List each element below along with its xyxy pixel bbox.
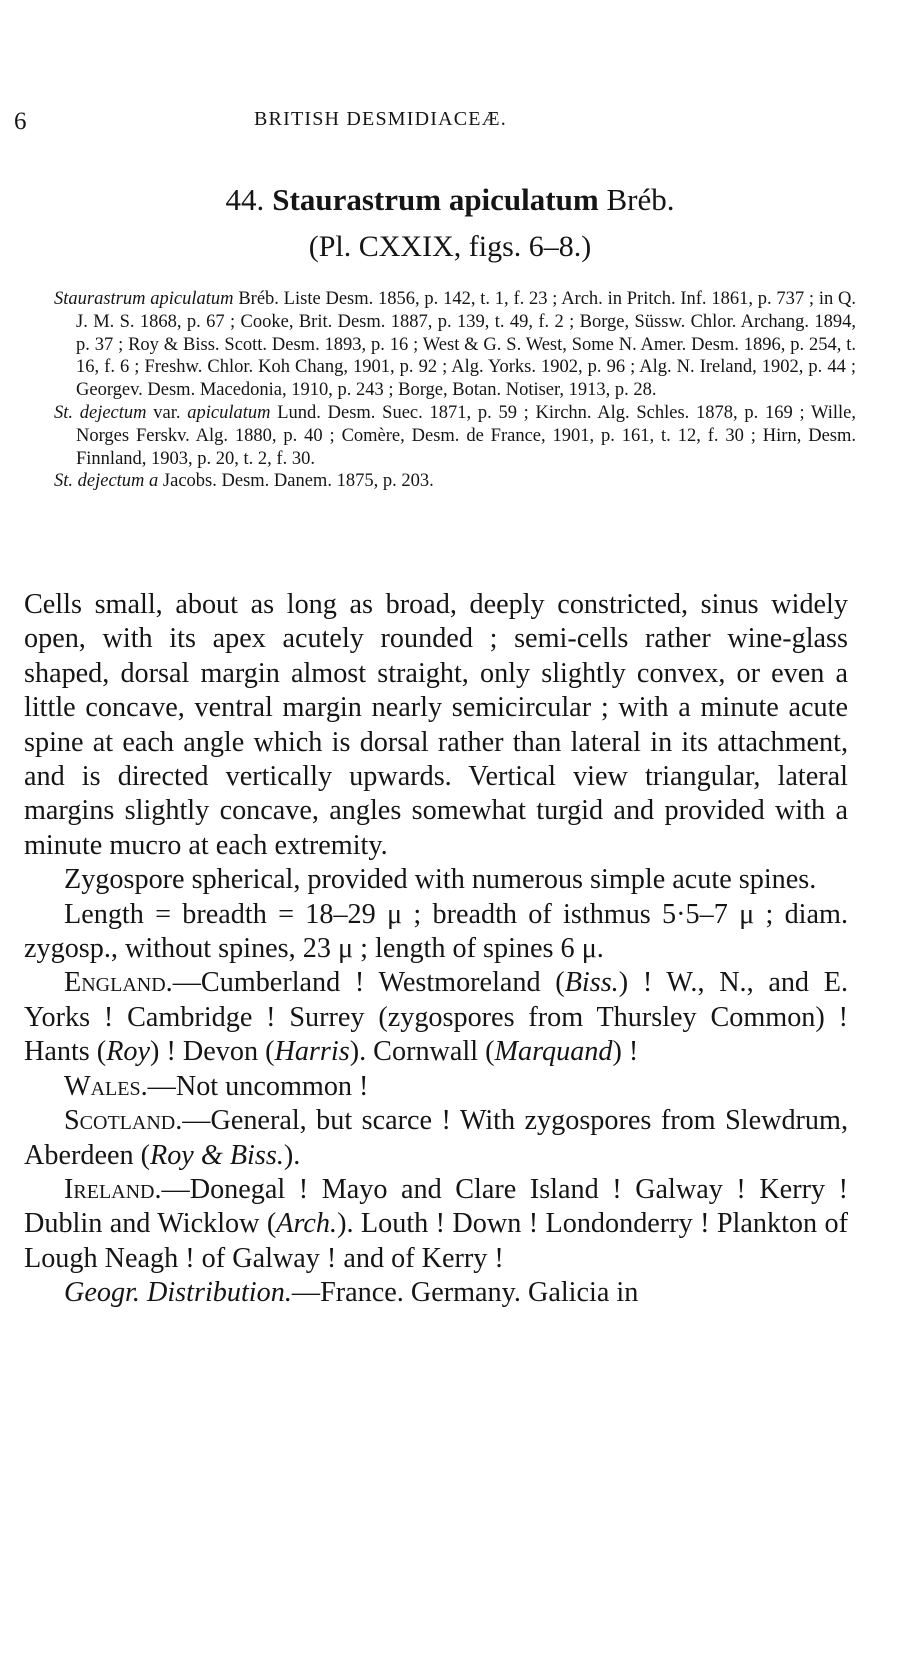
region-label: Geogr. Distribution. — [64, 1277, 292, 1309]
synonymy-block — [54, 288, 856, 493]
plate-reference: (Pl. CXXIX, figs. 6–8.) — [308, 230, 592, 263]
page-header — [14, 108, 874, 142]
region-label: Ireland. — [64, 1173, 162, 1205]
species-name: Staurastrum apiculatum — [272, 182, 599, 217]
distribution-scotland: Scotland.—General, but scarce ! With zygospores from Slewdrum, Aberdeen (Roy & Biss.). — [24, 1105, 848, 1171]
zygospore-paragraph: Zygospore spherical, provided with numerous simple acute spines. — [64, 864, 817, 896]
distribution-ireland: Ireland.—Donegal ! Mayo and Clare Island ! Galway ! Kerry ! Dublin and Wicklow (Arch.). Louth ! Down ! Londonderry ! Plankton of Lough Neagh ! of Galway ! and of Kerry ! — [24, 1173, 848, 1274]
synonym-taxon: Staurastrum apiculatum — [54, 289, 234, 309]
page-number: 6 — [14, 108, 27, 135]
distribution-wales: Wales.—Not uncommon ! — [64, 1070, 369, 1102]
synonym-references: Jacobs. Desm. Danem. 1875, p. 203. — [162, 471, 434, 492]
synonym-taxon: St. dejectum — [54, 471, 145, 492]
distribution-england: England.—Cumberland ! Westmoreland (Biss.) ! W., N., and E. Yorks ! Cambridge ! Surrey (zygospores from Thursley Common) ! Hants (Roy) ! Devon (Harris). Cornwall (Marquand) ! — [24, 967, 848, 1068]
species-number: 44. — [225, 182, 265, 217]
region-label: Wales. — [64, 1070, 148, 1102]
distribution-geographic: Geogr. Distribution.—France. Germany. Galicia in — [64, 1277, 639, 1309]
synonymy-entry — [54, 288, 856, 402]
synonym-variety: apiculatum — [187, 402, 271, 423]
synonym-connector: var. — [153, 402, 181, 423]
species-author: Bréb. — [606, 182, 675, 217]
synonymy-entry — [54, 470, 856, 493]
region-label: England. — [64, 967, 173, 999]
description-paragraph: Cells small, about as long as broad, deeply constricted, sinus widely open, with its apex acutely rounded ; semi-cells rather wine-glass shaped, dorsal margin almost straight, only slightly convex, or even a little concave, ventral margin nearly semicircular ; with a minute acute spine at each angle which is dorsal rather than lateral in its attachment, and is directed vertically upwards. Vertical view triangular, lateral margins slightly concave, angles somewhat turgid and provided with a minute mucro at each extremity. — [24, 589, 848, 861]
synonym-variety: a — [149, 471, 159, 492]
species-heading — [0, 182, 900, 218]
description-body — [24, 588, 848, 1311]
region-label: Scotland. — [64, 1105, 183, 1137]
synonym-taxon: St. dejectum — [54, 402, 147, 423]
running-head: BRITISH DESMIDIACEÆ. — [254, 108, 507, 130]
synonym-references: Bréb. Liste Desm. 1856, p. 142, t. 1, f. 23 ; Arch. in Pritch. Inf. 1861, p. 737 ; in Q. J. M. S. 1868, p. 67 ; Cooke, Brit. Desm. 1887, p. 139, t. 49, f. 2 ; Borge, Süssw. Chlor. Archang. 1894, p. 37 ; Roy & Biss. Scott. Desm. 1893, p. 16 ; West & G. S. West, Some N. Amer. Desm. 1896, p. 254, t. 16, f. 6 ; Freshw. Chlor. Koh Chang, 1901, p. 92 ; Alg. Yorks. 1902, p. 96 ; Alg. N. Ireland, 1902, p. 44 ; Georgev. Desm. Macedonia, 1910, p. 243 ; Borge, Botan. Notiser, 1913, p. 28. — [76, 289, 857, 401]
synonymy-entry — [54, 402, 856, 470]
synonym-references: Lund. Desm. Suec. 1871, p. 59 ; Kirchn. Alg. Schles. 1878, p. 169 ; Wille, Norges Ferskv. Alg. 1880, p. 40 ; Comère, Desm. de France, 1901, p. 161, t. 12, f. 30 ; Hirn, Desm. Finnland, 1903, p. 20, t. 2, f. 30. — [76, 402, 856, 469]
dimensions-paragraph: Length = breadth = 18–29 μ ; breadth of isthmus 5·5–7 μ ; diam. zygosp., without spines, 23 μ ; length of spines 6 μ. — [24, 898, 848, 965]
